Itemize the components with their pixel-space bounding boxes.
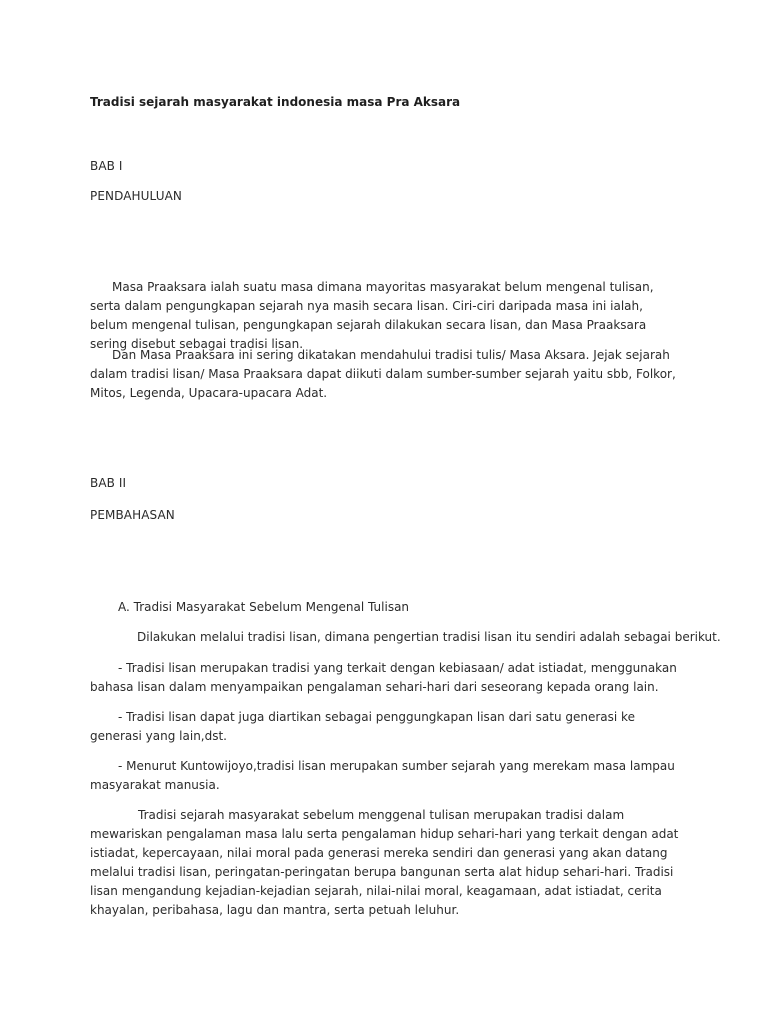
bab2-label: BAB II [90,476,127,490]
section-a-heading: A. Tradisi Masyarakat Sebelum Mengenal Tulisan [118,600,410,614]
bab1-paragraph-2: Dan Masa Praaksara ini sering dikatakan mendahului tradisi tulis/ Masa Aksara. Jejak sejarah dalam tradisi lisan/ Masa Praaksara dapat diikuti dalam sumber-sumber sejarah yaitu sbb, Folkor, Mitos, Legenda, Upacara-upacara Adat. [90,348,676,400]
document-title: Tradisi sejarah masyarakat indonesia masa Pra Aksara [90,95,461,109]
closing-paragraph: Tradisi sejarah masyarakat sebelum menggenal tulisan merupakan tradisi dalam mewariskan pengalaman masa lalu serta pengalaman hidup sehari-hari yang terkait dengan adat istiadat, kepercayaan, nilai moral pada generasi mereka sendiri dan generasi yang akan datang melalui tradisi lisan, peringatan-peringatan berupa bangunan serta alat hidup sehari-hari. Tradisi lisan mengandung kejadian-kejadian sejarah, nilai-nilai moral, keagamaan, adat istiadat, cerita khayalan, peribahasa, lagu dan mantra, serta petuah leluhur. [90,808,679,917]
bab2-heading: PEMBAHASAN [90,508,175,522]
bullet-item-1: - Tradisi lisan merupakan tradisi yang terkait dengan kebiasaan/ adat istiadat, menggunakan bahasa lisan dalam menyampaikan pengalaman sehari-hari dari seseorang kepada orang lain. [90,661,677,694]
bab1-heading: PENDAHULUAN [90,189,182,203]
bullet-item-2: - Tradisi lisan dapat juga diartikan sebagai penggungkapan lisan dari satu generasi ke generasi yang lain,dst. [90,710,635,743]
bab1-paragraph-1: Masa Praaksara ialah suatu masa dimana mayoritas masyarakat belum mengenal tulisan, serta dalam pengungkapan sejarah nya masih secara lisan. Ciri-ciri daripada masa ini ialah, belum mengenal tulisan, pengungkapan sejarah dilakukan secara lisan, dan Masa Praaksara sering disebut sebagai tradisi lisan. [90,280,654,351]
bullet-item-3: - Menurut Kuntowijoyo,tradisi lisan merupakan sumber sejarah yang merekam masa lampau masyarakat manusia. [90,759,675,792]
section-a-intro: Dilakukan melalui tradisi lisan, dimana pengertian tradisi lisan itu sendiri adalah sebagai berikut. [137,630,721,644]
bab1-label: BAB I [90,159,123,173]
